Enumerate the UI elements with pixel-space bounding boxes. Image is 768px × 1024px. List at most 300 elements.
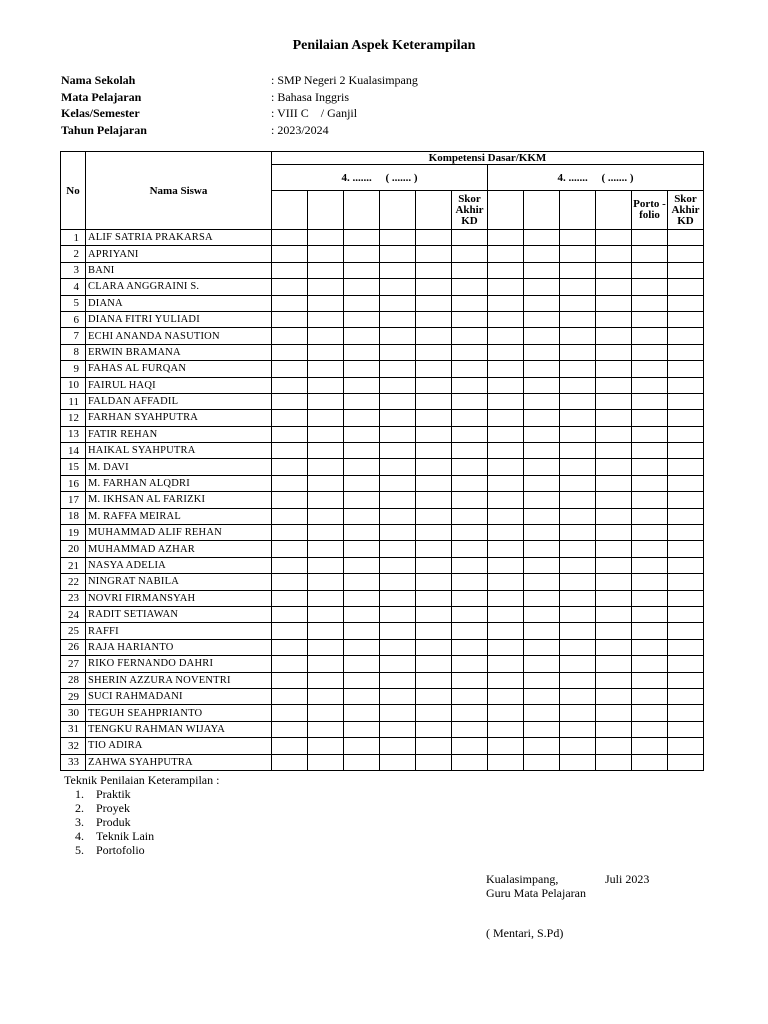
score-cell [416, 525, 452, 541]
score-cell [272, 410, 308, 426]
score-cell [272, 754, 308, 770]
score-cell [632, 492, 668, 508]
score-cell [452, 377, 488, 393]
score-cell [344, 574, 380, 590]
score-cell [668, 426, 704, 442]
score-cell [344, 230, 380, 246]
score-cell [596, 459, 632, 475]
student-no: 3 [61, 262, 86, 278]
score-cell [596, 246, 632, 262]
score-cell [272, 557, 308, 573]
score-cell [560, 541, 596, 557]
score-cell [488, 606, 524, 622]
score-cell [488, 541, 524, 557]
student-name: DIANA FITRI YULIADI [86, 311, 272, 327]
score-cell [380, 377, 416, 393]
score-cell [596, 262, 632, 278]
score-cell [596, 295, 632, 311]
score-cell [524, 459, 560, 475]
score-cell [632, 754, 668, 770]
table-row [61, 492, 704, 508]
score-cell [272, 656, 308, 672]
score-cell [272, 738, 308, 754]
table-row [61, 410, 704, 426]
school-info [61, 72, 661, 138]
score-cell [272, 623, 308, 639]
score-cell [344, 393, 380, 409]
score-cell [560, 295, 596, 311]
score-cell [488, 525, 524, 541]
score-cell [452, 508, 488, 524]
score-cell [380, 705, 416, 721]
score-cell [488, 672, 524, 688]
score-cell [668, 443, 704, 459]
score-cell [524, 311, 560, 327]
score-cell [380, 508, 416, 524]
score-cell [524, 475, 560, 491]
score-cell [344, 557, 380, 573]
score-cell [668, 410, 704, 426]
info-label: Mata Pelajaran [61, 89, 142, 104]
score-cell [380, 443, 416, 459]
table-row [61, 443, 704, 459]
student-name: NOVRI FIRMANSYAH [86, 590, 272, 606]
score-cell [416, 443, 452, 459]
score-cell [488, 230, 524, 246]
info-value: : 2023/2024 [271, 122, 329, 137]
score-cell [416, 688, 452, 704]
score-cell [380, 328, 416, 344]
table-row [61, 738, 704, 754]
score-cell [488, 426, 524, 442]
score-cell [272, 230, 308, 246]
table-row [61, 721, 704, 737]
score-cell [488, 262, 524, 278]
score-cell [416, 410, 452, 426]
table-row [61, 295, 704, 311]
score-cell [668, 590, 704, 606]
score-cell [380, 393, 416, 409]
score-cell [308, 541, 344, 557]
student-no: 22 [61, 574, 86, 590]
score-cell [560, 311, 596, 327]
student-name: FARHAN SYAHPUTRA [86, 410, 272, 426]
score-cell [632, 328, 668, 344]
score-cell [308, 328, 344, 344]
score-cell [344, 246, 380, 262]
score-cell [308, 590, 344, 606]
score-cell [308, 361, 344, 377]
score-cell [668, 246, 704, 262]
score-cell [308, 672, 344, 688]
student-no: 27 [61, 656, 86, 672]
student-no: 25 [61, 623, 86, 639]
score-cell [632, 311, 668, 327]
score-cell [596, 754, 632, 770]
score-cell [416, 311, 452, 327]
score-cell [668, 377, 704, 393]
score-cell [488, 410, 524, 426]
score-cell [272, 344, 308, 360]
score-cell [668, 508, 704, 524]
score-cell [416, 279, 452, 295]
score-cell [416, 328, 452, 344]
score-cell [272, 508, 308, 524]
score-cell [272, 443, 308, 459]
score-cell [344, 295, 380, 311]
score-cell [596, 443, 632, 459]
score-cell [596, 541, 632, 557]
table-row [61, 656, 704, 672]
score-cell [272, 361, 308, 377]
score-cell [560, 705, 596, 721]
student-no: 8 [61, 344, 86, 360]
score-cell [596, 393, 632, 409]
student-no: 32 [61, 738, 86, 754]
score-cell [596, 492, 632, 508]
score-cell [452, 311, 488, 327]
grade-table [60, 151, 704, 771]
student-name: RAJA HARIANTO [86, 639, 272, 655]
score-cell [560, 230, 596, 246]
score-cell [308, 410, 344, 426]
score-cell [416, 541, 452, 557]
score-cell [596, 426, 632, 442]
score-cell [488, 738, 524, 754]
score-cell [344, 705, 380, 721]
score-cell [308, 754, 344, 770]
score-cell [632, 426, 668, 442]
student-no: 15 [61, 459, 86, 475]
score-cell [452, 230, 488, 246]
score-cell [560, 344, 596, 360]
table-row [61, 639, 704, 655]
score-cell [560, 459, 596, 475]
score-cell [596, 590, 632, 606]
score-cell [560, 639, 596, 655]
score-cell [668, 459, 704, 475]
score-cell [452, 590, 488, 606]
score-cell [416, 361, 452, 377]
score-cell [596, 377, 632, 393]
table-row [61, 344, 704, 360]
score-cell [488, 443, 524, 459]
info-label: Tahun Pelajaran [61, 122, 147, 137]
score-cell [272, 541, 308, 557]
score-cell [344, 328, 380, 344]
score-cell [308, 574, 344, 590]
score-cell [452, 672, 488, 688]
score-cell [524, 361, 560, 377]
header-portofolio: Porto -folio [632, 191, 668, 230]
score-cell [668, 525, 704, 541]
student-no: 30 [61, 705, 86, 721]
score-cell [380, 606, 416, 622]
score-cell [668, 721, 704, 737]
score-cell [668, 328, 704, 344]
score-cell [452, 361, 488, 377]
score-cell [416, 639, 452, 655]
score-cell [632, 246, 668, 262]
score-cell [668, 639, 704, 655]
score-cell [668, 492, 704, 508]
score-cell [452, 525, 488, 541]
score-cell [596, 508, 632, 524]
score-cell [308, 492, 344, 508]
score-cell [344, 688, 380, 704]
score-cell [560, 688, 596, 704]
student-no: 19 [61, 525, 86, 541]
table-row [61, 606, 704, 622]
score-cell [416, 459, 452, 475]
info-row-school [61, 72, 661, 89]
score-cell [272, 688, 308, 704]
score-cell [560, 377, 596, 393]
student-no: 24 [61, 606, 86, 622]
score-cell [488, 508, 524, 524]
student-name: TIO ADIRA [86, 738, 272, 754]
signer-name: ( Mentari, S.Pd) [486, 926, 564, 940]
score-cell [452, 295, 488, 311]
score-cell [272, 574, 308, 590]
student-no: 23 [61, 590, 86, 606]
score-cell [632, 606, 668, 622]
score-cell [380, 672, 416, 688]
score-cell [380, 311, 416, 327]
signer-role: Guru Mata Pelajaran [486, 886, 586, 900]
score-cell [308, 639, 344, 655]
score-cell [416, 738, 452, 754]
score-cell [272, 639, 308, 655]
score-cell [632, 639, 668, 655]
score-cell [344, 279, 380, 295]
score-cell [344, 656, 380, 672]
score-cell [452, 443, 488, 459]
score-cell [272, 721, 308, 737]
student-name: FAHAS AL FURQAN [86, 361, 272, 377]
score-cell [488, 328, 524, 344]
score-cell [596, 606, 632, 622]
table-row [61, 393, 704, 409]
score-cell [344, 754, 380, 770]
score-cell [380, 230, 416, 246]
list-item: 3. Produk [87, 815, 219, 829]
score-cell [596, 688, 632, 704]
score-cell [560, 410, 596, 426]
score-cell [272, 262, 308, 278]
score-cell [308, 606, 344, 622]
info-label: Nama Sekolah [61, 73, 136, 87]
score-cell [380, 410, 416, 426]
score-cell [380, 688, 416, 704]
score-cell [452, 574, 488, 590]
score-cell [632, 508, 668, 524]
score-cell [668, 557, 704, 573]
score-cell [380, 492, 416, 508]
score-cell [344, 590, 380, 606]
score-cell [344, 492, 380, 508]
score-cell [668, 688, 704, 704]
score-cell [596, 721, 632, 737]
student-name: MUHAMMAD AZHAR [86, 541, 272, 557]
student-name: TEGUH SEAHPRIANTO [86, 705, 272, 721]
score-cell [308, 656, 344, 672]
score-cell [524, 557, 560, 573]
score-cell [632, 656, 668, 672]
table-row [61, 705, 704, 721]
score-cell [524, 590, 560, 606]
score-cell [524, 246, 560, 262]
score-cell [668, 230, 704, 246]
score-cell [488, 475, 524, 491]
place-date [486, 872, 686, 886]
score-cell [452, 393, 488, 409]
score-cell [380, 754, 416, 770]
table-row [61, 328, 704, 344]
score-cell [344, 721, 380, 737]
student-no: 2 [61, 246, 86, 262]
info-label: Kelas/Semester [61, 106, 140, 120]
table-row [61, 557, 704, 573]
score-cell [416, 344, 452, 360]
score-cell [452, 541, 488, 557]
score-cell [632, 262, 668, 278]
info-value: : VIII C / Ganjil [271, 106, 358, 120]
score-cell [668, 574, 704, 590]
student-no: 18 [61, 508, 86, 524]
score-cell [560, 656, 596, 672]
student-no: 21 [61, 557, 86, 573]
student-no: 20 [61, 541, 86, 557]
score-cell [560, 508, 596, 524]
score-cell [668, 623, 704, 639]
score-cell [308, 688, 344, 704]
score-cell [632, 738, 668, 754]
score-cell [308, 475, 344, 491]
student-no: 33 [61, 754, 86, 770]
score-cell [488, 246, 524, 262]
table-row [61, 230, 704, 246]
score-cell [416, 721, 452, 737]
score-cell [344, 639, 380, 655]
score-cell [308, 557, 344, 573]
score-cell [272, 590, 308, 606]
student-name: ZAHWA SYAHPUTRA [86, 754, 272, 770]
score-cell [416, 656, 452, 672]
score-cell [272, 311, 308, 327]
score-cell [380, 738, 416, 754]
score-cell [596, 672, 632, 688]
score-cell [380, 246, 416, 262]
student-name: RIKO FERNANDO DAHRI [86, 656, 272, 672]
score-cell [524, 525, 560, 541]
score-cell [380, 721, 416, 737]
score-cell [524, 492, 560, 508]
score-cell [344, 262, 380, 278]
score-cell [524, 639, 560, 655]
score-cell [416, 230, 452, 246]
student-no: 12 [61, 410, 86, 426]
score-cell [560, 672, 596, 688]
score-cell [344, 361, 380, 377]
score-cell [272, 295, 308, 311]
header-skor-akhir-1: Skor Akhir KD [452, 191, 488, 230]
student-no: 7 [61, 328, 86, 344]
score-cell [344, 623, 380, 639]
score-cell [632, 557, 668, 573]
score-cell [560, 426, 596, 442]
student-no: 10 [61, 377, 86, 393]
score-cell [668, 475, 704, 491]
score-cell [488, 688, 524, 704]
score-cell [272, 606, 308, 622]
info-value: : Bahasa Inggris [271, 89, 349, 104]
student-name: M. FARHAN ALQDRI [86, 475, 272, 491]
score-cell [596, 475, 632, 491]
score-cell [488, 656, 524, 672]
score-cell [380, 525, 416, 541]
page-title: Penilaian Aspek Keterampilan [292, 38, 476, 53]
score-cell [632, 459, 668, 475]
table-row [61, 672, 704, 688]
student-name: DIANA [86, 295, 272, 311]
score-cell [308, 459, 344, 475]
table-row [61, 590, 704, 606]
score-cell [416, 623, 452, 639]
score-cell [452, 721, 488, 737]
score-cell [488, 344, 524, 360]
student-name: ALIF SATRIA PRAKARSA [86, 230, 272, 246]
score-cell [560, 590, 596, 606]
score-cell [632, 574, 668, 590]
score-cell [308, 721, 344, 737]
score-cell [416, 574, 452, 590]
score-cell [596, 410, 632, 426]
score-cell [632, 410, 668, 426]
score-cell [488, 574, 524, 590]
score-cell [452, 459, 488, 475]
score-cell [596, 279, 632, 295]
score-cell [344, 377, 380, 393]
score-cell [524, 754, 560, 770]
score-cell [380, 656, 416, 672]
table-row [61, 574, 704, 590]
table-row [61, 508, 704, 524]
score-cell [308, 525, 344, 541]
score-cell [524, 230, 560, 246]
student-name: FALDAN AFFADIL [86, 393, 272, 409]
table-row [61, 262, 704, 278]
score-cell [488, 639, 524, 655]
score-cell [596, 738, 632, 754]
score-cell [560, 246, 596, 262]
score-cell [668, 393, 704, 409]
info-row-class [61, 105, 661, 122]
student-no: 26 [61, 639, 86, 655]
score-cell [668, 754, 704, 770]
score-cell [560, 475, 596, 491]
score-cell [524, 377, 560, 393]
score-cell [452, 475, 488, 491]
score-cell [524, 410, 560, 426]
score-cell [524, 426, 560, 442]
score-cell [560, 754, 596, 770]
score-cell [272, 393, 308, 409]
score-cell [524, 705, 560, 721]
score-cell [308, 344, 344, 360]
score-cell [668, 361, 704, 377]
score-cell [380, 541, 416, 557]
